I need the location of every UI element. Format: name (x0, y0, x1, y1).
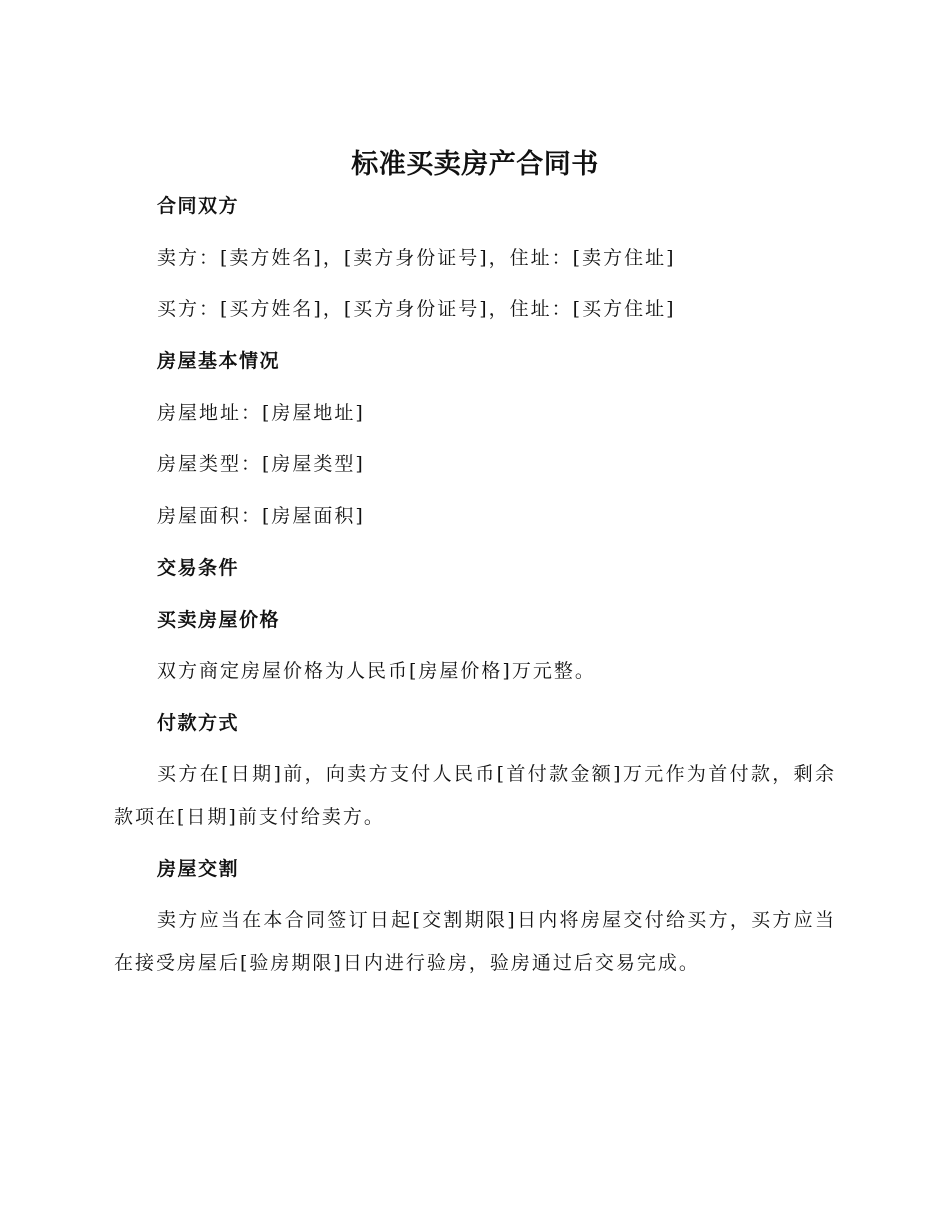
property-address: 房屋地址：[房屋地址] (157, 402, 365, 424)
section-heading-terms: 交易条件 (157, 557, 240, 579)
price-text: 双方商定房屋价格为人民币[房屋价格]万元整。 (157, 660, 596, 682)
property-type: 房屋类型：[房屋类型] (157, 453, 365, 475)
section-heading-delivery: 房屋交割 (157, 858, 240, 880)
delivery-paragraph: 卖方应当在本合同签订日起[交割期限]日内将房屋交付给买方，买方应当在接受房屋后[验房期限]日内进行验房，验房通过后交易完成。 (114, 909, 836, 974)
section-heading-price: 买卖房屋价格 (157, 609, 281, 631)
property-area: 房屋面积：[房屋面积] (157, 505, 365, 527)
section-heading-parties: 合同双方 (157, 195, 240, 217)
document-title: 标准买卖房产合同书 (351, 149, 599, 180)
section-heading-payment: 付款方式 (157, 712, 240, 734)
section-heading-property: 房屋基本情况 (157, 350, 281, 372)
payment-paragraph: 买方在[日期]前，向卖方支付人民币[首付款金额]万元作为首付款，剩余款项在[日期]前支付给卖方。 (114, 763, 836, 828)
buyer-info: 买方：[买方姓名]，[买方身份证号]，住址：[买方住址] (157, 298, 676, 320)
seller-info: 卖方：[卖方姓名]，[卖方身份证号]，住址：[卖方住址] (157, 247, 676, 269)
